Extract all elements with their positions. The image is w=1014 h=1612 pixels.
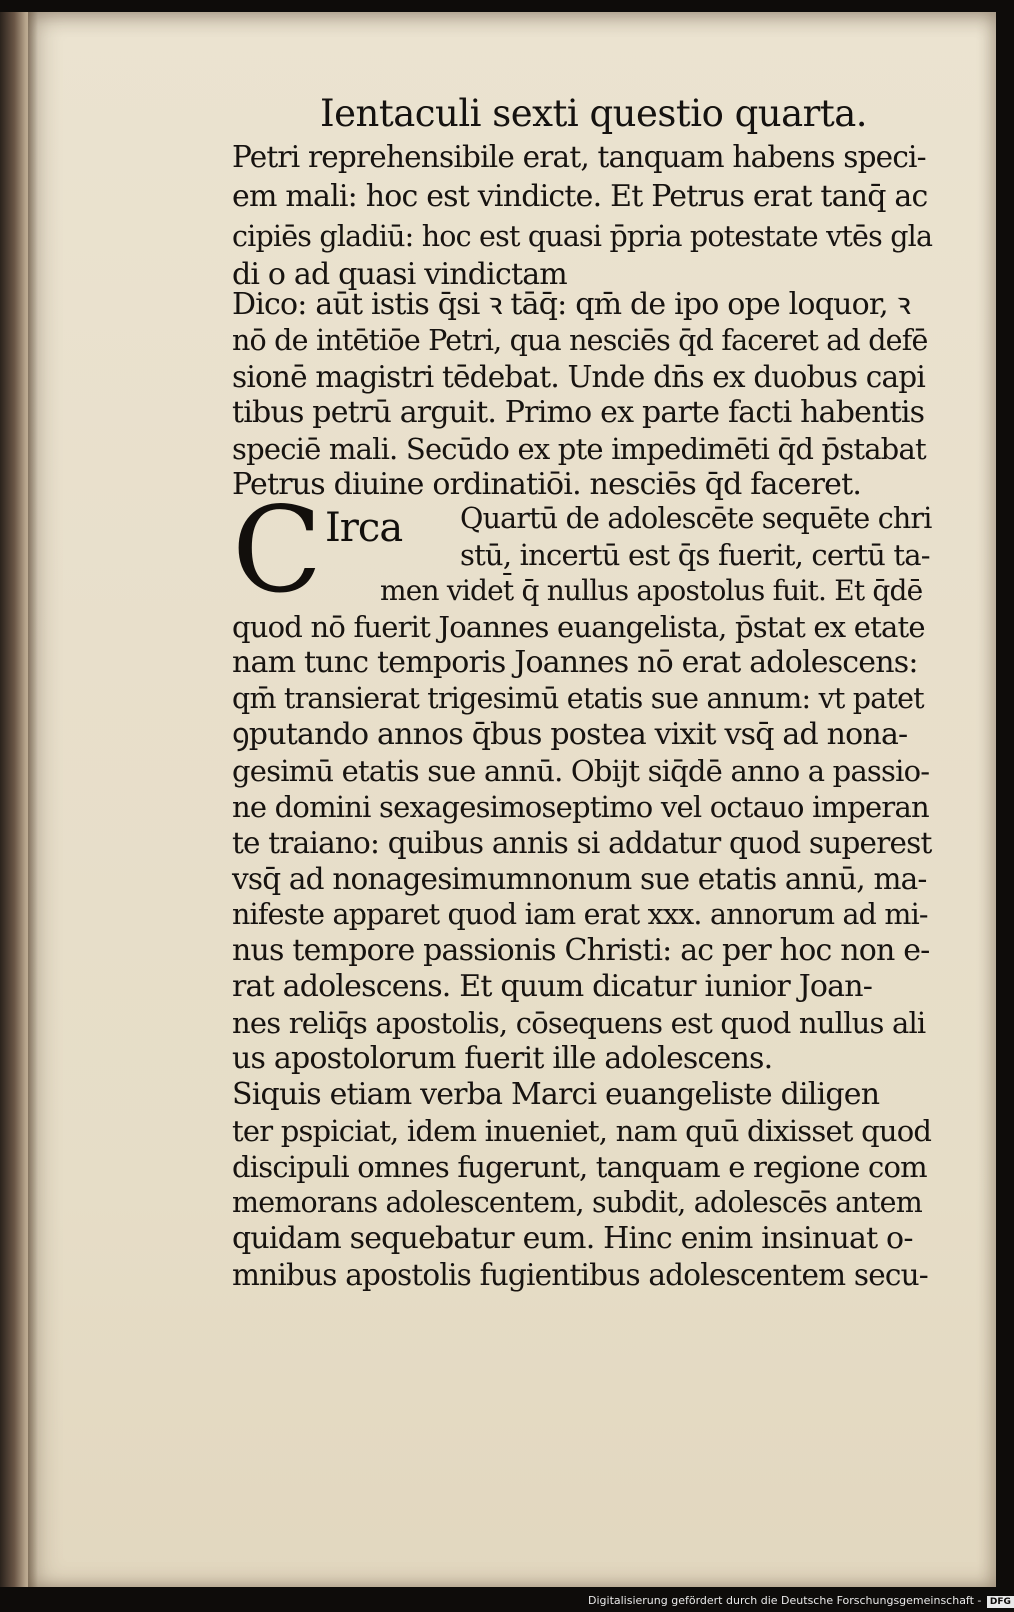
text-line: cipiēs gladiū: hoc est quasi p̄pria potestate vtēs gla bbox=[232, 220, 933, 253]
text-line: Quartū de adolescēte sequēte chri bbox=[460, 502, 932, 535]
text-line: di o ad quasi vindictam bbox=[232, 257, 567, 292]
text-line: qm̄ transierat trigesimū etatis sue annum: vt patet bbox=[232, 682, 924, 715]
text-line: nes reliq̄s apostolis, cōsequens est quod nullus ali bbox=[232, 1006, 926, 1040]
text-line: Siquis etiam verba Marci euangeliste diligen bbox=[232, 1077, 880, 1112]
text-line: ter pspiciat, idem inueniet, nam quū dixisset quod bbox=[232, 1114, 932, 1148]
text-line: sionē magistri tēdebat. Unde dn̄s ex duobus capi bbox=[232, 360, 926, 394]
digitization-credit bbox=[588, 1592, 1011, 1610]
text-line: quidam sequebatur eum. Hinc enim insinuat o- bbox=[232, 1221, 913, 1256]
text-line: Petrus diuine ordinatiōi. nesciēs q̄d faceret. bbox=[232, 467, 862, 502]
text-line: tibus petrū arguit. Primo ex parte facti habentis bbox=[232, 395, 925, 430]
text-line: nus tempore passionis Christi: ac per hoc non e- bbox=[232, 933, 930, 968]
text-line: stū, incertū est q̄s fuerit, certū ta- bbox=[460, 538, 930, 572]
text-line: mnibus apostolis fugientibus adolescentem secu- bbox=[232, 1258, 928, 1292]
text-line: em mali: hoc est vindicte. Et Petrus erat tanq̄ ac bbox=[232, 179, 928, 214]
text-line: us apostolorum fuerit ille adolescens. bbox=[232, 1041, 773, 1076]
text-line: speciē mali. Secūdo ex pte impedimēti q̄d p̄stabat bbox=[232, 432, 926, 466]
running-head: Ientaculi sexti questio quarta. bbox=[320, 92, 868, 135]
text-line: memorans adolescentem, subdit, adolescēs antem bbox=[232, 1186, 922, 1219]
text-line: nō de intētiōe Petri, qua nesciēs q̄d faceret ad defē bbox=[232, 324, 928, 357]
text-line: quod nō fuerit Joannes euangelista, p̄stat ex etate bbox=[232, 610, 925, 644]
text-line: nifeste apparet quod iam erat xxx. annorum ad mi- bbox=[232, 898, 928, 931]
drop-capital: C bbox=[232, 481, 323, 619]
text-line: rat adolescens. Et quum dicatur iunior Joan- bbox=[232, 969, 873, 1004]
text-line: te traiano: quibus annis si addatur quod superest bbox=[232, 826, 932, 860]
text-line: discipuli omnes fugerunt, tanquam e regione com bbox=[232, 1150, 927, 1184]
text-line: ne domini sexagesimoseptimo vel octauo imperan bbox=[232, 790, 929, 824]
text-line: vsq̄ ad nonagesimumnonum sue etatis annū, ma- bbox=[232, 862, 927, 896]
dfg-logo: DFG bbox=[987, 1596, 1014, 1608]
page-edge-shadow bbox=[28, 12, 38, 1587]
text-line: Dico: aūt istis q̄si ꝛ tāq̄: qm̄ de ipo ope loquor, ꝛ bbox=[232, 287, 911, 322]
text-line: nam tunc temporis Joannes nō erat adolescens: bbox=[232, 645, 918, 680]
initial-word-rest: Irca bbox=[325, 505, 403, 551]
text-line: ꝯputando annos q̄bus postea vixit vsq̄ ad nona- bbox=[232, 717, 908, 752]
text-line: men videt̄ q̄ nullus apostolus fuit. Et q̄dē bbox=[380, 574, 923, 607]
text-line: Petri reprehensibile erat, tanquam habens speci- bbox=[232, 140, 926, 174]
text-line: gesimū etatis sue annū. Obijt siq̄dē anno a passio- bbox=[232, 754, 930, 788]
credit-text: Digitalisierung gefördert durch die Deutsche Forschungsgemeinschaft - bbox=[588, 1594, 982, 1607]
